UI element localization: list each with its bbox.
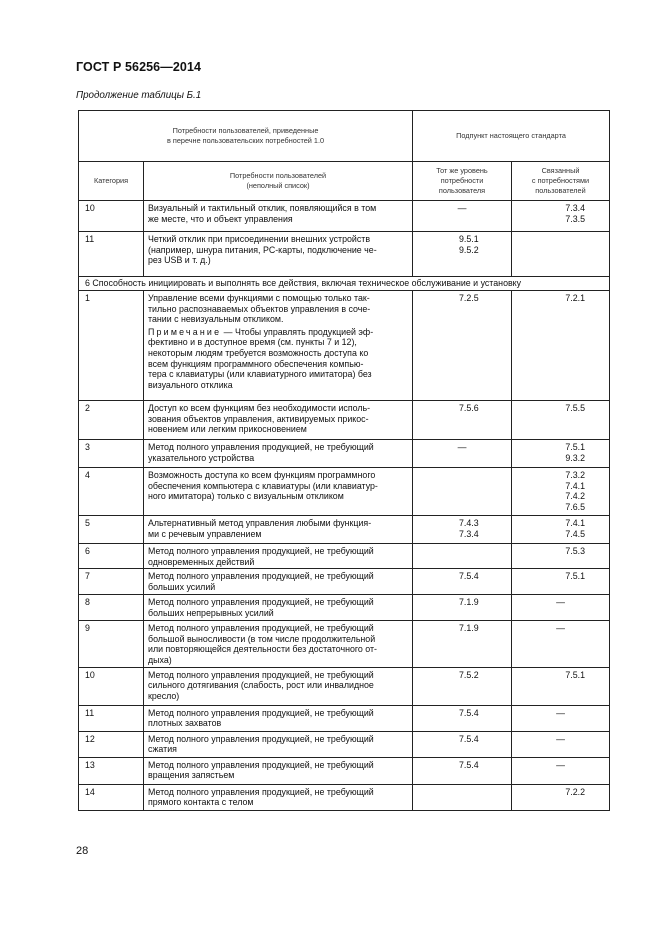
need-cell: Метод полного управления продукцией, не требующий больших непрерывных усилий <box>144 595 413 621</box>
category-cell: 8 <box>79 595 144 621</box>
same-level-cell: 7.1.9 <box>413 595 512 621</box>
need-cell: Доступ ко всем функциям без необходимости исполь- зования объектов управления, активируемых прикос- новением или легким прикосновением <box>144 401 413 440</box>
related-cell: 7.5.3 <box>512 544 610 569</box>
table-row <box>79 757 610 784</box>
table-row <box>79 232 610 277</box>
related-cell: 7.3.4 7.3.5 <box>512 201 610 232</box>
table-row <box>79 468 610 516</box>
category-cell: 10 <box>79 667 144 705</box>
category-cell: 3 <box>79 440 144 468</box>
table-row <box>79 705 610 731</box>
need-cell: Управление всеми функциями с помощью только так- тильно распознаваемых объектов управления в соче- тании с невизуальным откликом. Примечание — Чтобы управлять продукцией эф- фективно и в доступное время (см. пункты 7 и 12), некоторым людям требуется возможность доступа ко всем функциям программного обеспечения компью- тера с клавиатуры (или клавиатурного имитатора) без визуального отклика <box>144 291 413 401</box>
need-cell: Метод полного управления продукцией, не требующий сильного дотягивания (слабость, рост или инвалидное кресло) <box>144 667 413 705</box>
category-cell: 7 <box>79 569 144 595</box>
need-cell: Метод полного управления продукцией, не требующий одновременных действий <box>144 544 413 569</box>
table-row <box>79 544 610 569</box>
needs-group-header: Потребности пользователей, приведенные в перечне пользовательских потребностей 1.0 <box>79 111 413 162</box>
related-cell: — <box>512 705 610 731</box>
related-header: Связанный с потребностями пользователей <box>512 162 610 201</box>
category-header: Категория <box>79 162 144 201</box>
same-level-cell: 7.5.2 <box>413 667 512 705</box>
table-row <box>79 667 610 705</box>
related-cell: 7.2.1 <box>512 291 610 401</box>
need-cell: Метод полного управления продукцией, не требующий больших усилий <box>144 569 413 595</box>
note-label: Примечание <box>148 326 222 337</box>
need-cell: Альтернативный метод управления любыми функция- ми с речевым управлением <box>144 516 413 544</box>
page-number: 28 <box>76 845 89 857</box>
related-cell: — <box>512 621 610 667</box>
same-level-header: Тот же уровень потребности пользователя <box>413 162 512 201</box>
same-level-cell: 7.4.3 7.3.4 <box>413 516 512 544</box>
category-cell: 4 <box>79 468 144 516</box>
note-line <box>148 327 408 338</box>
same-level-cell: — <box>413 440 512 468</box>
same-level-cell: 7.1.9 <box>413 621 512 667</box>
related-cell: 7.5.1 <box>512 667 610 705</box>
need-cell: Четкий отклик при присоединении внешних устройств (например, шнура питания, PC-карты, подключение че- рез USB и т. д.) <box>144 232 413 277</box>
table-row <box>79 731 610 757</box>
category-cell: 10 <box>79 201 144 232</box>
table-row <box>79 440 610 468</box>
note-text: — Чтобы управлять продукцией эф- <box>221 326 374 337</box>
table-header-row-2 <box>79 162 610 201</box>
related-cell: 7.3.2 7.4.1 7.4.2 7.6.5 <box>512 468 610 516</box>
category-cell: 13 <box>79 757 144 784</box>
related-cell: 7.2.2 <box>512 784 610 810</box>
table-row <box>79 569 610 595</box>
category-cell: 5 <box>79 516 144 544</box>
category-cell: 12 <box>79 731 144 757</box>
table-row <box>79 621 610 667</box>
category-cell: 6 <box>79 544 144 569</box>
same-level-cell: 7.5.4 <box>413 757 512 784</box>
related-cell: 7.5.1 <box>512 569 610 595</box>
requirements-table <box>78 110 610 811</box>
table-row <box>79 595 610 621</box>
need-cell: Метод полного управления продукцией, не требующий указательного устройства <box>144 440 413 468</box>
same-level-cell: 7.5.4 <box>413 705 512 731</box>
category-cell: 11 <box>79 232 144 277</box>
same-level-cell <box>413 784 512 810</box>
section-heading: 6 Способность инициировать и выполнять все действия, включая техническое обслуживание и установку <box>79 277 610 291</box>
table-header-row-1 <box>79 111 610 162</box>
need-cell: Возможность доступа ко всем функциям программного обеспечения компьютера с клавиатуры (или клавиатур- ного имитатора) только с визуальным откликом <box>144 468 413 516</box>
document-code: ГОСТ Р 56256—2014 <box>76 60 202 74</box>
related-cell: — <box>512 757 610 784</box>
related-cell: — <box>512 731 610 757</box>
need-cell: Метод полного управления продукцией, не требующий сжатия <box>144 731 413 757</box>
related-cell: 7.4.1 7.4.5 <box>512 516 610 544</box>
same-level-cell <box>413 468 512 516</box>
related-cell <box>512 232 610 277</box>
table-row <box>79 291 610 401</box>
category-cell: 1 <box>79 291 144 401</box>
need-cell: Метод полного управления продукцией, не требующий прямого контакта с телом <box>144 784 413 810</box>
table-row <box>79 201 610 232</box>
same-level-cell: 7.5.6 <box>413 401 512 440</box>
table-row <box>79 516 610 544</box>
same-level-cell: — <box>413 201 512 232</box>
need-cell: Визуальный и тактильный отклик, появляющийся в том же месте, что и объект управления <box>144 201 413 232</box>
same-level-cell: 7.5.4 <box>413 569 512 595</box>
same-level-cell: 7.2.5 <box>413 291 512 401</box>
table-row <box>79 401 610 440</box>
category-cell: 14 <box>79 784 144 810</box>
same-level-cell: 7.5.4 <box>413 731 512 757</box>
table-caption: Продолжение таблицы Б.1 <box>76 90 202 101</box>
category-cell: 11 <box>79 705 144 731</box>
section-row <box>79 277 610 291</box>
table-row <box>79 784 610 810</box>
category-cell: 9 <box>79 621 144 667</box>
category-cell: 2 <box>79 401 144 440</box>
same-level-cell: 9.5.1 9.5.2 <box>413 232 512 277</box>
need-cell: Метод полного управления продукцией, не требующий плотных захватов <box>144 705 413 731</box>
needs-list-header: Потребности пользователей (неполный список) <box>144 162 413 201</box>
related-cell: 7.5.1 9.3.2 <box>512 440 610 468</box>
need-cell: Метод полного управления продукцией, не требующий вращения запястьем <box>144 757 413 784</box>
need-cell: Метод полного управления продукцией, не требующий большой выносливости (в том числе продолжительной или повторяющейся деятельности без достаточного от- дыха) <box>144 621 413 667</box>
same-level-cell <box>413 544 512 569</box>
subclause-header: Подпункт настоящего стандарта <box>413 111 610 162</box>
related-cell: — <box>512 595 610 621</box>
related-cell: 7.5.5 <box>512 401 610 440</box>
